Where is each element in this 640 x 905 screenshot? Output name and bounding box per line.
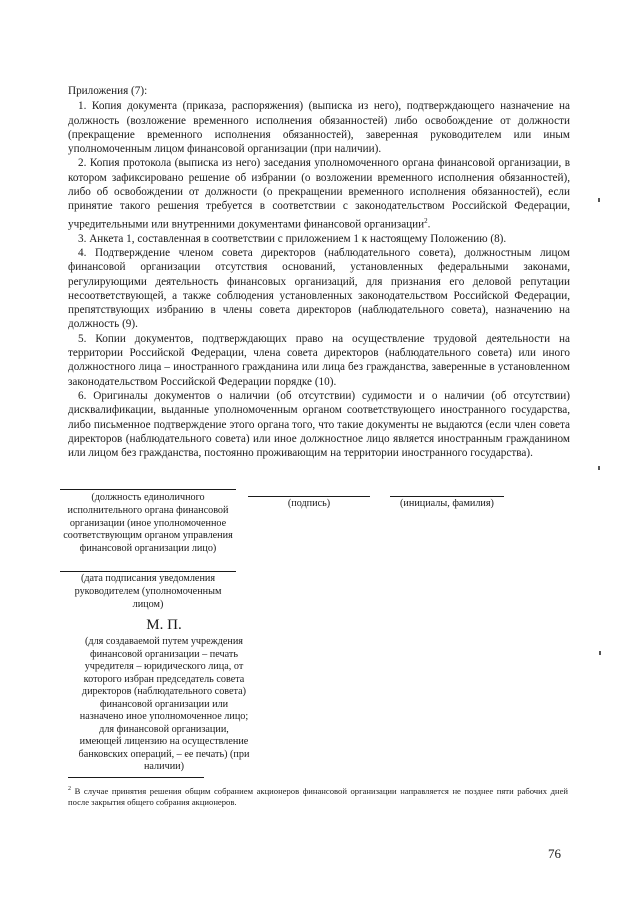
page-number: 76 — [548, 846, 561, 861]
footnote-text: В случае принятия решения общим собранием акционеров финансовой организации направляется не позднее пяти рабочих дней после закрытия общего собрания акционеров. — [68, 785, 568, 808]
date-caption: (дата подписания уведомления руководителем (уполномоченным лицом) — [74, 573, 222, 610]
attachments-section — [68, 84, 570, 460]
attachment-item-3: 3. Анкета 1, составленная в соответствии с приложением 1 к настоящему Положению (8). — [78, 232, 507, 245]
stamp-placeholder-title: М. П. — [146, 617, 182, 633]
attachment-item-2: 2. Копия протокола (выписка из него) заседания уполномоченного органа финансовой организации, в котором зафиксировано решение об избрании (о возложении временного исполнения обязанностей), либо об освобождении от должности (о прекращении временного исполнения обязанностей), если принятие такого решения требуется в соответствии с законодательством Российской Федерации, учредительными или внутренними документами финансовой организации$^2$. — [68, 157, 570, 231]
attachments-heading: Приложения (7): — [68, 85, 148, 97]
footnote-reference: 2 — [424, 216, 428, 225]
date-line — [60, 571, 236, 572]
footnote-number: 2 — [68, 786, 71, 792]
scan-mark — [598, 198, 600, 202]
scan-mark — [599, 651, 601, 655]
signature-caption: (подпись) — [287, 498, 331, 509]
attachment-item-2-text: 2. Копия протокола (выписка из него) заседания уполномоченного органа финансовой организации, в котором зафиксировано решение об избрании (о возложении временного исполнения обязанностей), либо об освобождении от должности (о прекращении временного исполнения обязанностей), если принятие такого решения требуется в соответствии с законодательством Российской Федерации, учредительными или внутренними документами финансовой организации — [68, 157, 570, 231]
stamp-placeholder-caption: (для создаваемой путем учреждения финансовой организации – печать учредителя – юридического лица, от которого избран председатель совета директоров (наблюдательного совета) финансовой организации или назначено иное уполномоченное лицо; для финансовой организации, имеющей лицензию на осуществление банковских операций, – ее печать) (при наличии) — [78, 636, 250, 772]
signature-block — [60, 489, 580, 559]
name-caption: (инициалы, фамилия) — [400, 498, 494, 509]
name-line — [390, 496, 504, 497]
position-caption: (должность единоличного исполнительного органа финансовой организации (иное уполномоченное соответствующим органом управления финансовой организации лицо) — [60, 489, 236, 556]
signature-line — [248, 496, 370, 497]
attachment-item-5: 5. Копии документов, подтверждающих право на осуществление трудовой деятельности на территории Российской Федерации, члена совета директоров (наблюдательного совета) или иного должностного лица – иностранного гражданина или лица без гражданства, заверенные в установленном законодательством Российской Федерации порядке (10). — [68, 332, 570, 388]
footnote-divider — [68, 777, 204, 778]
scan-mark — [598, 466, 600, 470]
footnote — [68, 784, 568, 808]
attachment-item-4: 4. Подтверждение членом совета директоров (наблюдательного совета), должностным лицом финансовой организации отсутствия оснований, установленных федеральными законами, регулирующими деятельность финансовых организаций, для признания его деловой репутации несоответствующей, а также соблюдения установленных законодательством Российской Федерации, препятствующих избранию в члены совета директоров (наблюдательного совета), назначению на должность (9). — [68, 247, 570, 331]
attachment-item-6: 6. Оригиналы документов о наличии (об отсутствии) судимости и о наличии (об отсутствии) дисквалификации, выданные уполномоченным органом соответствующего иностранного государства, либо письменное подтверждение этого органа того, что такие документы не выдаются (если член совета директоров (наблюдательного совета) или иное должностное лицо является иностранным гражданином или лицом без гражданства, постоянно проживающим на территории иностранного государства). — [68, 389, 570, 460]
attachment-item-1: 1. Копия документа (приказа, распоряжения) (выписка из него), подтверждающего назначение на должность (возложение временного исполнения обязанностей) либо освобождение от должности (прекращение временного исполнения обязанностей), заверенная руководителем или иным уполномоченным лицом финансовой организации (при наличии). — [68, 100, 570, 156]
